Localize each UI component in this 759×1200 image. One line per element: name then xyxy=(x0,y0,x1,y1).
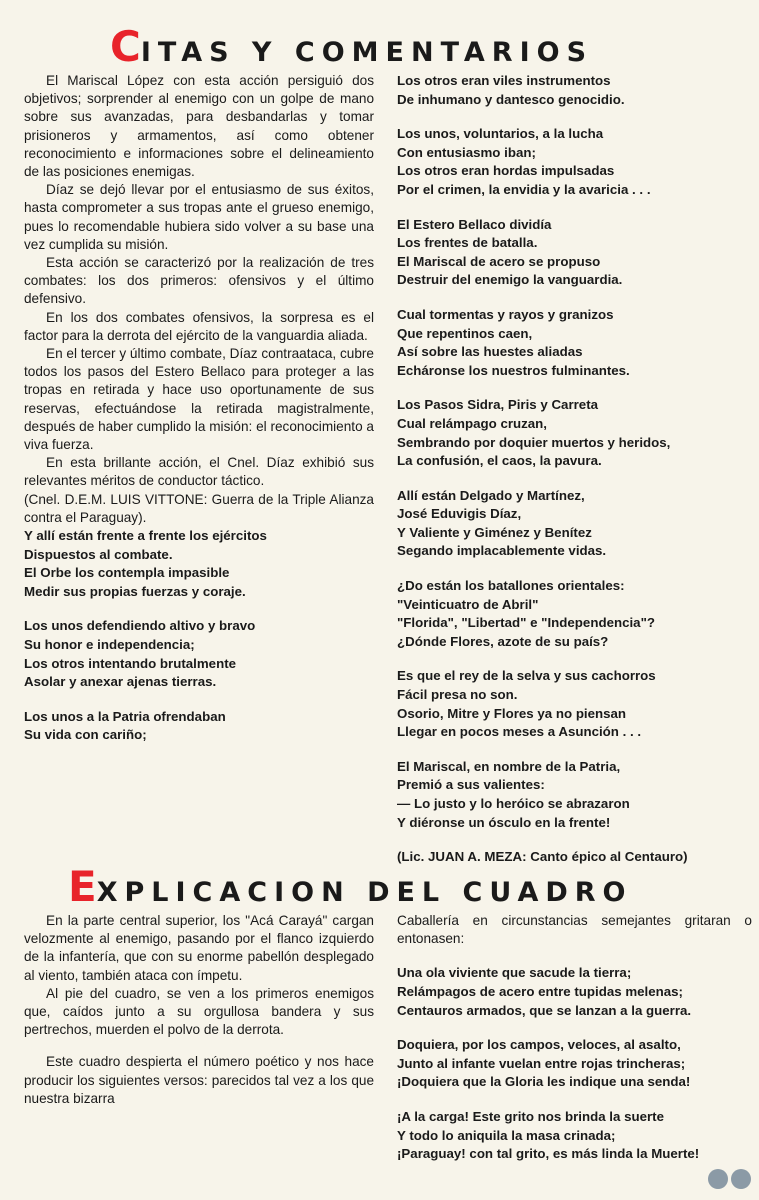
stanza xyxy=(397,577,752,651)
verse-line: Segando implacablemente vidas. xyxy=(397,543,607,559)
verse-line: José Eduvigis Díaz, xyxy=(397,506,522,522)
stanza xyxy=(24,617,374,691)
paragraph: En esta brillante acción, el Cnel. Díaz exhibió sus relevantes méritos de conductor táctico. xyxy=(24,455,374,489)
verse-line: "Florida", "Libertad" e "Independencia"? xyxy=(397,615,655,631)
stanza xyxy=(397,396,752,470)
verse-line: El Mariscal de acero se propuso xyxy=(397,253,601,269)
verse-line: ¡Doquiera que la Gloria les indique una senda! xyxy=(397,1074,691,1090)
heading-initial: E xyxy=(68,862,97,911)
verse-line: ¿Do están los batallones orientales: xyxy=(397,578,625,594)
heading-initial: C xyxy=(110,22,141,71)
verse-line: Su honor e independencia; xyxy=(24,637,195,653)
prev-page-icon[interactable] xyxy=(708,1169,728,1189)
stanza xyxy=(397,964,752,1020)
verse-line: Y allí están frente a frente los ejércitos xyxy=(24,528,267,544)
left-column-bottom xyxy=(24,912,374,1108)
verse-line: Junto al infante vuelan entre rojas trincheras; xyxy=(397,1055,686,1071)
verse-line: Una ola viviente que sacude la tierra; xyxy=(397,965,632,981)
paragraph: Díaz se dejó llevar por el entusiasmo de sus éxitos, hasta comprometer a sus tropas ante el grueso enemigo, pues lo recomendable hubiera sido volver a su base una vez cumplida su misión. xyxy=(24,182,374,252)
verse-line: Centauros armados, que se lanzan a la guerra. xyxy=(397,1002,692,1018)
paragraph: El Mariscal López con esta acción persiguió dos objetivos; sorprender al enemigo con un golpe de mano sobre sus avanzadas, para desbandarlas y tomar prisioneros y armamentos, así como obtener reconocimiento e informaciones sobre el delineamiento de las posiciones enemigas. xyxy=(24,73,374,180)
stanza xyxy=(397,125,752,199)
verse-line: Los otros eran viles instrumentos xyxy=(397,73,611,88)
stanza xyxy=(397,758,752,832)
commentary-paragraphs xyxy=(24,72,374,491)
verse-line: Llegar en pocos meses a Asunción . . . xyxy=(397,724,642,740)
verse-line: Doquiera, por los campos, veloces, al asalto, xyxy=(397,1037,681,1053)
verse-line: Los frentes de batalla. xyxy=(397,235,538,251)
explanation-paragraphs xyxy=(24,912,374,1108)
verse-line: ¡Paraguay! con tal grito, es más linda la Muerte! xyxy=(397,1146,700,1162)
verse-line: Los unos, voluntarios, a la lucha xyxy=(397,126,604,142)
explanation-intro: Caballería en circunstancias semejantes gritaran o entonasen: xyxy=(397,913,752,947)
verse-line: Los otros eran hordas impulsadas xyxy=(397,163,615,179)
verse-line: Dispuestos al combate. xyxy=(24,546,173,562)
verse-line: Por el crimen, la envidia y la avaricia . . . xyxy=(397,181,651,197)
paragraph: En la parte central superior, los "Acá Carayá" cargan velozmente al enemigo, pasando por el flanco izquierdo de la infantería, que con su enorme pabellón desplegado al viento, también ataca con ímpetu. xyxy=(24,913,374,983)
verse-line: Los Pasos Sidra, Piris y Carreta xyxy=(397,397,599,413)
section-heading-citas xyxy=(110,22,759,71)
poem-left xyxy=(24,527,374,745)
verse-line: Echáronse los nuestros fulminantes. xyxy=(397,362,630,378)
verse-line: — Lo justo y lo heróico se abrazaron xyxy=(397,796,630,811)
verse-line: Asolar y anexar ajenas tierras. xyxy=(24,674,217,690)
stanza xyxy=(397,1036,752,1092)
paragraph: En el tercer y último combate, Díaz contraataca, cubre todos los pasos del Estero Bellaco para proteger a las tropas en retirada y hace uso oportunamente de sus reservas, efectuándose la retirada magistralmente, después de haber cumplido la misión: el reconocimiento a viva fuerza. xyxy=(24,346,374,453)
paragraph: En los dos combates ofensivos, la sorpresa es el factor para la derrota del ejército de la vanguardia aliada. xyxy=(24,309,374,343)
stanza xyxy=(397,487,752,561)
verse-line: Destruir del enemigo la vanguardia. xyxy=(397,272,623,288)
verse-line: Así sobre las huestes aliadas xyxy=(397,344,583,360)
section-heading-explicacion xyxy=(68,862,759,911)
verse-line: Los unos defendiendo altivo y bravo xyxy=(24,618,256,634)
verse-line: Los otros intentando brutalmente xyxy=(24,655,237,671)
page-nav-icons xyxy=(705,1169,751,1194)
right-column-top xyxy=(397,72,752,866)
verse-line: Y Valiente y Giménez y Benítez xyxy=(397,524,592,540)
poem-attribution: (Lic. JUAN A. MEZA: Canto épico al Centauro) xyxy=(397,849,688,865)
paragraph: Al pie del cuadro, se ven a los primeros enemigos que, caídos junto a su orgullosa bandera y sus pertrechos, muerden el polvo de la derrota. xyxy=(24,985,374,1038)
paragraph: Este cuadro despierta el número poético y nos hace producir los siguientes versos: parecidos tal vez a los que nuestra bizarra xyxy=(24,1054,374,1106)
stanza xyxy=(397,667,752,741)
verse-line: El Orbe los contempla impasible xyxy=(24,565,230,581)
right-column-bottom xyxy=(397,912,752,1180)
citation: (Cnel. D.E.M. LUIS VITTONE: Guerra de la Triple Alianza contra el Paraguay). xyxy=(24,491,374,525)
verse-line: ¡A la carga! Este grito nos brinda la suerte xyxy=(397,1108,664,1124)
verse-line: Relámpagos de acero entre tupidas melenas; xyxy=(397,984,683,999)
stanza xyxy=(24,527,374,601)
verse-line: Osorio, Mitre y Flores ya no piensan xyxy=(397,705,627,721)
verse-line: Su vida con cariño; xyxy=(24,727,147,743)
verse-line: Es que el rey de la selva y sus cachorros xyxy=(397,668,656,684)
verse-line: ¿Dónde Flores, azote de su país? xyxy=(397,633,609,649)
next-page-icon[interactable] xyxy=(731,1169,751,1189)
stanza xyxy=(397,216,752,290)
verse-line: Sembrando por doquier muertos y heridos, xyxy=(397,434,671,450)
paragraph: Esta acción se caracterizó por la realización de tres combates: los dos primeros: ofensivos y el último defensivo. xyxy=(24,255,374,307)
verse-line: De inhumano y dantesco genocidio. xyxy=(397,91,625,107)
poem-bottom xyxy=(397,964,752,1163)
stanza xyxy=(24,708,374,745)
verse-line: "Veinticuatro de Abril" xyxy=(397,596,539,612)
verse-line: Que repentinos caen, xyxy=(397,325,533,341)
verse-line: Allí están Delgado y Martínez, xyxy=(397,487,585,503)
verse-line: Medir sus propias fuerzas y coraje. xyxy=(24,583,246,599)
verse-line: Y todo lo aniquila la masa crinada; xyxy=(397,1127,616,1143)
verse-line: Fácil presa no son. xyxy=(397,687,518,703)
heading-text: ITAS Y COMENTARIOS xyxy=(140,37,594,68)
poem-right xyxy=(397,72,752,832)
verse-line: Cual tormentas y rayos y granizos xyxy=(397,306,614,322)
stanza xyxy=(397,72,752,109)
verse-line: El Estero Bellaco dividía xyxy=(397,216,552,232)
heading-text: XPLICACION DEL CUADRO xyxy=(96,877,633,908)
stanza xyxy=(397,1108,752,1164)
verse-line: La confusión, el caos, la pavura. xyxy=(397,453,602,469)
verse-line: Los unos a la Patria ofrendaban xyxy=(24,708,226,724)
verse-line: Con entusiasmo iban; xyxy=(397,144,536,160)
verse-line: El Mariscal, en nombre de la Patria, xyxy=(397,758,621,774)
verse-line: Premió a sus valientes: xyxy=(397,777,545,793)
verse-line: Cual relámpago cruzan, xyxy=(397,415,547,431)
verse-line: Y diéronse un ósculo en la frente! xyxy=(397,814,611,830)
stanza xyxy=(397,306,752,380)
left-column-top xyxy=(24,72,374,761)
